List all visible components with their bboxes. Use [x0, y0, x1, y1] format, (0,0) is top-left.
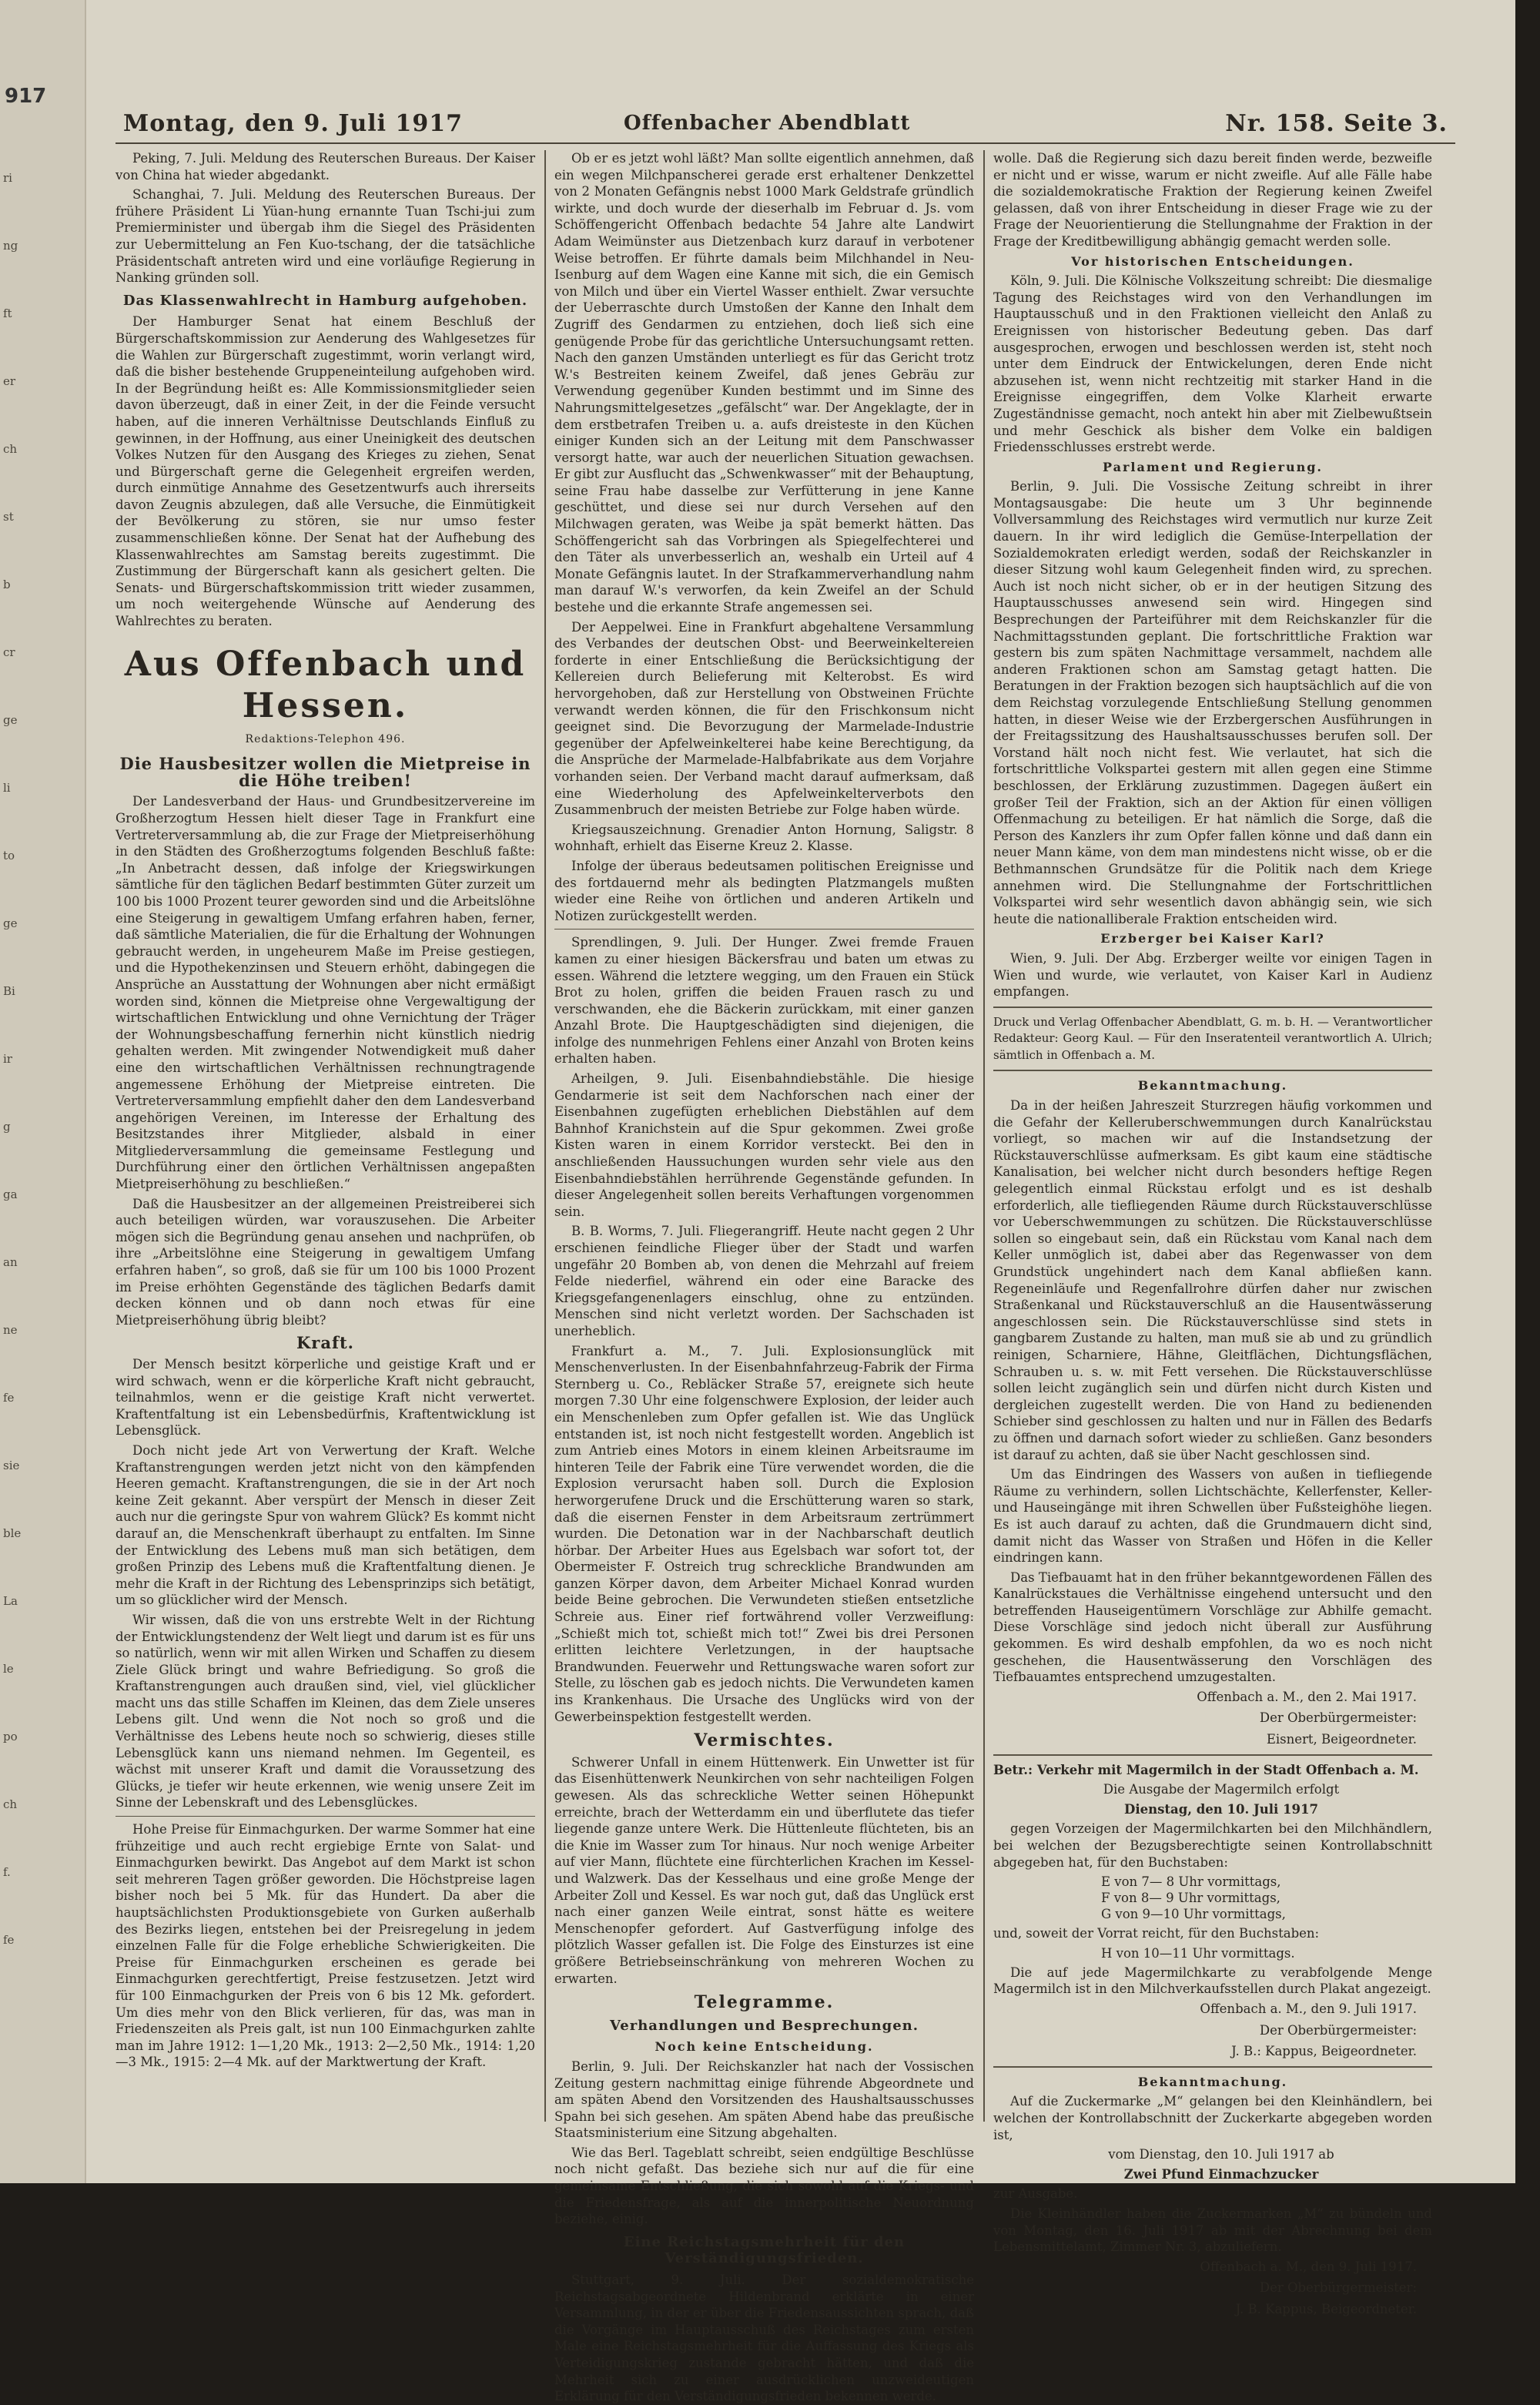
notice-magermilch-body: gegen Vorzeigen der Magermilchkarten bei den Milchhändlern, bei welchen der Bezugsberechtigte seinen Kontrollabschnitt abgegeben hat, für den Buchstaben: — [993, 1821, 1432, 1870]
headline-verhandlungen: Verhandlungen und Besprechungen. — [609, 2017, 919, 2034]
magermilch-schedule-2 — [1101, 1945, 1432, 1961]
page-header — [116, 104, 1455, 144]
adjacent-page-fragment: li — [3, 781, 11, 795]
article-frankfurt-explosion: Frankfurt a. M., 7. Juli. Explosionsunglück mit Menschenverlusten. In der Eisenbahnfahrzeug-Fabrik der Firma Sternberg u. Co., Rebläcker Straße 57, ereignete sich heute morgen 7.30 Uhr eine folgenschwere Explosion, der leider auch ein Menschenleben zum Opfer gefallen ist. Wie das Unglück entstanden ist, ist noch nicht festgestellt worden. Angeblich ist zum Antrieb eines Motors in einem kleinen Arbeitsraume im hinteren Teile der Fabrik eine Türe verwendet worden, die die Explosion verursacht haben soll. Durch die Explosion herworgerufene Druck und die Erschütterung waren so stark, daß die eisernen Fenster in dem Arbeitsraum zertrümmert wurden. Die Detonation war in der Nachbarschaft deutlich hörbar. Der Arbeiter Hues aus Egelsbach war sofort tot, der Obermeister F. Ostreich trug schreckliche Brandwunden am ganzen Körper davon, dem Arbeiter Michael Konrad wurden beide Beine gebrochen. Die Verwundeten stießen entsetzliche Schreie aus. Einer rief fortwährend voller Verzweiflung: „Schießt mich tot, schießt mich tot!“ Zwei bis drei Personen erlitten leichtere Verletzungen, in der hauptsache Brandwunden. Feuerwehr und Rettungswache waren sofort zur Stelle, zu löschen gab es jedoch nichts. Die Verwundeten kamen ins Krankenhaus. Die Ursache des Unglücks wird von der Gewerbeinspektion festgestellt werden. — [554, 1343, 974, 1724]
headline-vermischtes: Vermischtes. — [694, 1730, 835, 1751]
signature-name: J. B.: Kappus, Beigeordneter. — [1231, 2044, 1417, 2059]
adjacent-page-fragment: f. — [3, 1865, 11, 1879]
article-mietpreise-comment: Daß die Hausbesitzer an der allgemeinen Preistreiberei sich auch beteiligen würden, war vorauszusehen. Die Arbeiter mögen sich die Begründung genau ansehen und nachprüfen, ob ihre „Arbeitslöhne eine Steigerung in gewaltigem Umfang erfahren haben“, so groß, daß sie für um 100 bis 1000 Prozent im Preise erhöhten Gegenstände des täglichen Bedarfs damit decken können und ob dann noch etwas für eine Mietpreiserhöhung übrig bleibt? — [116, 1196, 535, 1328]
headline-kraft: Kraft. — [296, 1333, 354, 1353]
signature-name: Eisnert, Beigeordneter. — [1266, 1732, 1417, 1747]
article-peking: Peking, 7. Juli. Meldung des Reuterschen Bureaus. Der Kaiser von China hat wieder abgedankt. — [116, 151, 535, 183]
header-paper-name: Offenbacher Abendblatt — [624, 112, 911, 135]
signature-date: Offenbach a. M., den 9. Juli 1917. — [1200, 2259, 1417, 2274]
column-rule — [544, 150, 546, 2122]
divider — [993, 1070, 1432, 1071]
adjacent-page-fragment: st — [3, 510, 14, 524]
article-sprendlingen: Sprendlingen, 9. Juli. Der Hunger. Zwei fremde Frauen kamen zu einer hiesigen Bäckersfrau und baten um etwas zu essen. Während die letztere wegging, um den Frauen ein Stück Brot zu holen, griffen die beiden Frauen rasch zu und verschwanden, ehe die Bäckerin zurückkam, mit einer ganzen Anzahl Brote. Die Hauptgeschädigten sind diejenigen, die infolge des nunmehrigen Fehlens einer Anzahl von Broten keins erhalten haben. — [554, 935, 974, 1067]
article-kraft-3: Wir wissen, daß die von uns erstrebte Welt in der Richtung der Entwicklungstendenz der Welt liegt und darum ist es für uns so natürlich, wenn wir mit allen Wirken und Schaffen zu diesem Ziele Glück bringt und wahre Befriedigung. So groß die Kraftanstrengungen auch draußen sind, viel, viel glücklicher macht uns das stille Schaffen im Kleinen, das dem Ziele unseres Lebens gilt. Und wenn die Not noch so groß und die Verhältnisse des Lebens heute noch so schwierig, dieses stille Lebensglück kann uns niemand nehmen. Im Gegenteil, es wächst mit unserer Kraft und damit die Voraussetzung des Glücks, je tiefer wir heute erkennen, wie wenig unsere Zeit im Sinne der Lebenskraft und des Lebensglückes. — [116, 1612, 535, 1810]
adjacent-page-fragment: ge — [3, 713, 18, 727]
notice-zucker-2: Die Kleinhändler haben die Zuckermarken „M“ zu bündeln und von Montag, den 16. Juli 1917 ab mit der Abrechnung bei dem Lebensmittelamt, Zimmer Nr. 3, abzuliefern. — [993, 2206, 1432, 2255]
article-einmachgurken: Hohe Preise für Einmachgurken. Der warme Sommer hat eine frühzeitige und auch recht ergiebige Ernte von Salat- und Einmachgurken bewirkt. Das Angebot auf dem Markt ist schon seit mehreren Tagen größer geworden. Die Höchstpreise lagen bisher noch bei 5 Mk. für das Hundert. Da aber die hauptsächlichsten Produktionsgebiete von Gurken außerhalb des Bezirks liegen, entstehen bei der Preisregelung in jedem einzelnen Falle für die Folge erhebliche Schwierigkeiten. Die Preise für Einmachgurken erscheinen es gerade bei Einmachgurken gerechtfertigt, Preise festzusetzen. Jetzt wird für 100 Einmachgurken der Preis von 6 bis 12 Mk. gefordert. Um dies mehr von den Blick verlieren, für das, was man in Friedenszeiten als Preis galt, ist nun 100 Einmachgurken zahlte man im Jahre 1912: 1—1,20 Mk., 1913: 2—2,50 Mk., 1914: 1,20—3 Mk., 1915: 2—4 Mk. auf der Marktwertung der Kraft. — [116, 1822, 535, 2070]
adjacent-page-fragment: le — [3, 1662, 14, 1676]
headline-bekanntmachung-1: Bekanntmachung. — [1137, 1078, 1288, 1094]
article-kraft-1: Der Mensch besitzt körperliche und geistige Kraft und er wird schwach, wenn er die körperliche Kraft nicht gebraucht, teilnahmlos, wenn er die geistige Kraft nicht verwertet. Kraftentfaltung ist ein Lebensbedürfnis, Kraftentwicklung ist Lebensglück. — [116, 1357, 535, 1439]
adjacent-page-number: 917 — [5, 85, 47, 108]
adjacent-page-strip — [0, 0, 86, 2183]
headline-mietpreise: Die Hausbesitzer wollen die Mietpreise in die Höhe treiben! — [119, 754, 531, 790]
notice-kanalrueckstau-2: Um das Eindringen des Wassers von außen in tiefliegende Räume zu verhindern, sollen Lichtschächte, Kellerfenster, Keller- und Hauseingänge mit ihren Schwellen über Fußsteighöhe liegen. Es ist auch darauf zu achten, daß die Grundmauern dicht sind, damit nicht das Wasser von Straßen und Höfen in die Keller eindringen kann. — [993, 1467, 1432, 1566]
section-title: Aus Offenbach und Hessen. — [124, 644, 527, 725]
adjacent-page-fragment: fe — [3, 1391, 15, 1405]
article-arheilgen: Arheilgen, 9. Juli. Eisenbahndiebstähle. Die hiesige Gendarmerie ist seit dem Nachforschen nach einer der Eisenbahnen zugefügten erheblichen Diebstählen auf dem Bahnhof Kranichstein auf die Spur gekommen. Zwei große Kisten waren in einem Korridor versteckt. Bei den in anschließenden Haussuchungen wurden sehr viele aus den Eisenbahndiebstählen herrührende Gegenstände gefunden. In dieser Angelegenheit sollen bereits Verhaftungen vorgenommen sein. — [554, 1071, 974, 1219]
adjacent-page-fragment: b — [3, 578, 11, 591]
signature-name: J. B. Kappus, Beigeordneter. — [1235, 2301, 1417, 2316]
adjacent-page-fragment: ft — [3, 306, 12, 320]
divider — [116, 1816, 535, 1817]
notice-magermilch-intro: Die Ausgabe der Magermilch erfolgt — [1103, 1782, 1340, 1797]
notice-magermilch-subject: Betr.: Verkehr mit Magermilch in der Stadt Offenbach a. M. — [993, 1762, 1419, 1777]
adjacent-page-fragment: Bi — [3, 984, 15, 998]
article-tageblatt: Wie das Berl. Tageblatt schreibt, seien endgültige Beschlüsse noch nicht gefaßt. Das beziehe sich nur auf die für eine gemeinsame Entschließung, die sich sowohl auf die Kriegs- und die Friedensfrage, als auf die innerpolitische Neuordnung beziehe, einig. — [554, 2145, 974, 2227]
adjacent-page-fragment: sie — [3, 1459, 20, 1472]
signature-date: Offenbach a. M., den 2. Mai 1917. — [1197, 1689, 1417, 1704]
schedule-row: E von 7— 8 Uhr vormittags, — [1101, 1874, 1281, 1890]
editorial-notice: Infolge der überaus bedeutsamen politischen Ereignisse und des fortdauernd mehr als bedingten Platzmangels mußten wieder eine Reihe von örtlichen und anderen Artikeln und Notizen zurückgestellt werden. — [554, 858, 974, 923]
divider — [993, 2066, 1432, 2068]
article-kriegsauszeichnung: Kriegsauszeichnung. Grenadier Anton Hornung, Saligstr. 8 wohnhaft, erhielt das Eiserne Kreuz 2. Klasse. — [554, 822, 974, 854]
divider — [993, 1754, 1432, 1756]
notice-magermilch-menge: Die auf jede Magermilchkarte zu verabfolgende Menge Magermilch ist in den Milchverkaufsstellen durch Plakat angezeigt. — [993, 1965, 1432, 1997]
article-schanghai: Schanghai, 7. Juli. Meldung des Reuterschen Bureaus. Der frühere Präsident Li Yüan-hung ernannte Tuan Tschi-jui zum Premierminister und übergab ihm die Siegel des Präsidenten zur Uebermittelung an Fen Kuo-tschang, der die tatsächliche Präsidentschaft antreten wird und eine vorläufige Regierung in Nanking gründen soll. — [116, 187, 535, 286]
headline-historische-entscheidungen: Vor historischen Entscheidungen. — [1071, 253, 1354, 269]
imprint: Druck und Verlag Offenbacher Abendblatt, G. m. b. H. — Verantwortlicher Redakteur: Georg Kaul. — Für den Inseratenteil verantwortlich A. Ulrich; sämtlich in Offenbach a. M. — [993, 1014, 1432, 1062]
notice-zucker-date: vom Dienstag, den 10. Juli 1917 ab — [1108, 2147, 1334, 2162]
adjacent-page-fragment: ble — [3, 1526, 22, 1540]
column-3 — [993, 150, 1432, 2316]
editorial-phone: Redaktions-Telephon 496. — [245, 732, 406, 745]
notice-zucker-1: Auf die Zuckermarke „M“ gelangen bei den Kleinhändlern, bei welchen der Kontrollabschnitt der Zuckerkarte abgegeben worden ist, — [993, 2094, 1432, 2142]
signature-title: Der Oberbürgermeister: — [1259, 2280, 1417, 2296]
adjacent-page-fragment: ch — [3, 1797, 18, 1811]
adjacent-page-fragment: ga — [3, 1187, 18, 1201]
notice-magermilch-date: Dienstag, den 10. Juli 1917 — [1124, 1801, 1318, 1817]
adjacent-page-fragment: ge — [3, 916, 18, 930]
article-mietpreise: Der Landesverband der Haus- und Grundbesitzervereine im Großherzogtum Hessen hielt dieser Tage in Frankfurt eine Vertreterversammlung ab, die zur Frage der Mietpreiserhöhung in den Städten des Großherzogtums folgenden Beschluß faßte: „In Anbetracht dessen, daß infolge der Kriegswirkungen sämtliche für den täglichen Bedarf bestimmten Güter zurzeit um 100 bis 1000 Prozent teurer geworden sind und die Arbeitslöhne eine Steigerung in gewaltigem Umfang erfahren haben, ferner, daß sämtliche Materialien, die für die Erhaltung der Wohnungen gebraucht werden, in ungeheurem Maße im Preise gestiegen, und die Hypothekenzinsen und Steuern erhöht, dabingegen die Ansprüche an Ausstattung der Wohnungen aber nicht ermäßigt worden sind, können die Mietpreise ohne Vergewaltigung der wirtschaftlichen Entwicklung und ohne Vernichtung der Träger der Wohnungsbeschaffung fernerhin nicht künstlich niedrig gehalten werden. Mit zwingender Notwendigkeit muß daher eine den wirtschaftlichen Verhältnissen rechnungtragende angemessene Erhöhung der Mietpreise eintreten. Die Vertreterversammlung empfiehlt daher den dem Landesverband angehörigen Vereinen, im Interesse der Erhaltung des Besitzstandes ihrer Mitglieder, alsbald in einer Mitgliederversammlung die gemeinsame Festlegung und Durchführung einer den örtlichen Verhältnissen angepaßten Mietpreiserhöhung zu beschließen.“ — [116, 794, 535, 1192]
header-issue: Nr. 158. Seite 3. — [1225, 110, 1448, 137]
notice-magermilch-vorrat: und, soweit der Vorrat reicht, für den Buchstaben: — [993, 1926, 1320, 1941]
magermilch-schedule — [1101, 1874, 1432, 1922]
notice-kanalrueckstau-1: Da in der heißen Jahreszeit Sturzregen häufig vorkommen und die Gefahr der Kelleruberschwemmungen durch Kanalrückstau vorliegt, so machen wir auf die Instandsetzung der Rückstauverschlüsse aufmerksam. Es gibt kaum eine städtische Kanalisation, bei welcher nicht durch besonders heftige Regen gelegentlich einmal Rückstau erfolgt und es ist deshalb erforderlich, alle tiefliegenden Räume durch Rückstauverschlüsse vor Ueberschwemmungen zu schützen. Die Rückstauverschlüsse sollen so eingebaut sein, daß ein Rückstau vom Kanal nach dem Keller unmöglich ist, dabei aber das Regenwasser von dem Grundstück ungehindert nach dem Kanal abfließen kann. Regeneinläufe und Regenfallrohre dürfen daher nur zwischen Straßenkanal und Rückstauverschluß an die Hausentwässerung angeschlossen sein. Die Rückstauverschlüsse sind stets in gangbarem Zustande zu halten, man muß sie ab und zu gründlich reinigen, Scharniere, Hähne, Gleitflächen, Dichtungsflächen, Schrauben u. s. w. mit Fett versehen. Die Rückstauverschlüsse sollen leicht zugänglich sein und dürfen nicht durch Kisten und dergleichen zugestellt werden. Die von Hand zu bedienenden Schieber sind geschlossen zu halten und nur in Fällen des Bedarfs zu öffnen und darnach sofort wieder zu schließen. Ganz besonders ist darauf zu achten, daß sie über Nacht geschlossen sind. — [993, 1098, 1432, 1462]
schedule-row: F von 8— 9 Uhr vormittags, — [1101, 1891, 1281, 1906]
article-continuation: wolle. Daß die Regierung sich dazu bereit finden werde, bezweifle er nicht und er wisse, warum er nicht zweifle. Auf alle Fälle habe die sozialdemokratische Fraktion der Regierung keinen Zweifel gelassen, daß von ihrer Entscheidung in dieser Frage wie zu der Frage der Neuorientierung die Stellungnahme der Fraktion in der Frage der Kreditbewilligung abhängig gemacht werden solle. — [993, 151, 1432, 249]
signature-date: Offenbach a. M., den 9. Juli 1917. — [1200, 2001, 1417, 2016]
signature-title: Der Oberbürgermeister: — [1259, 1710, 1417, 1726]
headline-bekanntmachung-2: Bekanntmachung. — [1137, 2074, 1288, 2089]
adjacent-page-fragment: ng — [3, 239, 18, 253]
headline-reichstagsmehrheit: Eine Reichstagsmehrheit für den Verständigungsfrieden. — [623, 2233, 906, 2267]
adjacent-page-fragment: cr — [3, 645, 15, 659]
adjacent-page-fragment: po — [3, 1730, 18, 1743]
adjacent-page-fragment: ri — [3, 171, 12, 185]
headline-wahlrecht: Das Klassenwahlrecht in Hamburg aufgehoben. — [122, 292, 528, 309]
article-berlin-reichskanzler: Berlin, 9. Juli. Der Reichskanzler hat nach der Vossischen Zeitung gestern nachmittag einige führende Abgeordnete und am späten Abend den Vorsitzenden des Haushaltsausschusses Spahn bei sich gesehen. Am späten Abend habe das preußische Staatsministerium eine Sitzung abgehalten. — [554, 2058, 974, 2141]
headline-parlament: Parlament und Regierung. — [1103, 459, 1323, 474]
notice-zucker-ausgabe: zur Ausgabe. — [993, 2186, 1078, 2202]
article-worms: B. B. Worms, 7. Juli. Fliegerangriff. Heute nacht gegen 2 Uhr erschienen feindliche Flieger über der Stadt und warfen ungefähr 20 Bomben ab, von denen die Mehrzahl auf freiem Felde niederfiel, während ein oder eine Baracke des Kriegsgefangenenlagers einschlug, ohne zu entzünden. Menschen sind nicht verletzt worden. Der Sachschaden ist unerheblich. — [554, 1224, 974, 1338]
column-2 — [554, 150, 974, 2404]
adjacent-page-fragment: La — [3, 1594, 18, 1608]
headline-telegramme: Telegramme. — [694, 1992, 835, 2013]
signature-title: Der Oberbürgermeister: — [1259, 2022, 1417, 2038]
column-rule — [983, 150, 985, 2122]
subheadline-keine-entscheidung: Noch keine Entscheidung. — [654, 2039, 874, 2055]
adjacent-page-fragment: er — [3, 374, 16, 388]
article-milchpanscherei: Ob er es jetzt wohl läßt? Man sollte eigentlich annehmen, daß ein wegen Milchpanscherei gerade erst erhaltener Denkzettel von 2 Monaten Gefängnis nebst 1000 Mark Geldstrafe gründlich wirkte, und doch wurde der dieserhalb im Februar d. Js. vom Schöffengericht Offenbach bedachte 54 Jahre alte Landwirt Adam Weimünster aus Dietzenbach kurz darauf in verbotener Weise betroffen. Er führte damals beim Milchhandel in Neu-Isenburg auf dem Wagen eine Kanne mit sich, die ein Gemisch von Milch und über ein Viertel Wasser enthielt. Zwar versuchte der Ueberraschte durch Umstoßen der Kanne den Inhalt dem Zugriff des Gendarmen zu entziehen, doch ließ sich eine genügende Probe für das gerichtliche Untersuchungsamt retten. Nach den ganzen Umständen unterliegt es für das Gericht trotz W.'s Bestreiten keinem Zweifel, daß jenes Gebräu zur Verwendung gegenüber Kunden bestimmt und im Sinne des Nahrungsmittelgesetzes „gefälscht“ war. Der Angeklagte, der in dem erstbetrafen Treiben u. a. aufs dreisteste in den Küchen einiger Kunden sich an der Leitung mit dem Panschwasser versorgt hatte, war auch der neuerlichen Situation gewachsen. Er gibt zur Ausflucht das „Schwenkwasser“ mit der Behauptung, seine Frau habe dasselbe zur Verfütterung in jene Kanne geschüttet, und diese sei nur durch Versehen auf den Milchwagen geraten, was Weibe ja spät bemerkt hätten. Das Schöffengericht sah das Vorbringen als Spiegelfechterei und den Täter als unverbesserlich an, weshalb ein Urteil auf 4 Monate Gefängnis lautet. In der Strafkammerverhandlung nahm man darauf W.'s verworfen, da kein Zweifel an der Schuld bestehe und die erkannte Strafe angemessen sei. — [554, 151, 974, 615]
schedule-row: H von 10—11 Uhr vormittags. — [1101, 1945, 1295, 1961]
divider — [993, 1007, 1432, 1008]
article-kraft-2: Doch nicht jede Art von Verwertung der Kraft. Welche Kraftanstrengungen werden jetzt nicht von den kämpfenden Heeren gemacht. Kraftanstrengungen, die sie in der Art noch keine Zeit gekannt. Aber verspürt der Mensch in dieser Zeit auch nur die geringste Spur von wahrem Glück? Es kommt nicht darauf an, die Menschenkraft überhaupt zu entfalten. Im Sinne der Entwicklung des Lebens muß man sich betätigen, dem großen Prinzip des Lebens muß die Kraftentfaltung dienen. Je mehr die Kraft in der Richtung des Lebensprinzips sich betätigt, um so glücklicher wird der Mensch. — [116, 1442, 535, 1608]
adjacent-page-fragment: ne — [3, 1323, 18, 1337]
adjacent-page-fragment: an — [3, 1255, 18, 1269]
article-berlin-vossische: Berlin, 9. Juli. Die Vossische Zeitung schreibt in ihrer Montagsausgabe: Die heute um 3 Uhr beginnende Vollversammlung des Reichstages wird vermutlich nur kurze Zeit dauern. In ihr wird lediglich die Gemüse-Interpellation der Sozialdemokraten erledigt werden, sodaß der Reichskanzler in dieser Sitzung wohl kaum Gelegenheit finden wird, zu sprechen. Auch ist noch nicht sicher, ob er in der heutigen Sitzung des Hauptausschusses anwesend sein wird. Hingegen sind Besprechungen der Parteiführer mit dem Reichskanzler für die Nachmittagsstunden geplant. Die fortschrittliche Fraktion war gestern bis zum späten Nachmittage versammelt, nachdem alle anderen Fraktionen schon am Samstag getagt hatten. Die Beratungen in der Fraktion bezogen sich hauptsächlich auf die von dem Reichstag vorzulegende Entschließung Stellung genommen hatten, in dieser Weise wie der Erzbergerschen Ausführungen in der Freitagssitzung des Haushaltsausschusses berufen soll. Der Vorstand hält noch nicht fest. Wie verlautet, hat sich die fortschrittliche Volkspartei gestern mit allen gegen eine Stimme beschlossen, der Erklärung zuzustimmen. Dagegen äußert ein großer Teil der Fraktion, sich an der Aktion für einen völligen Offenmachung zu beteiligen. Er hat nämlich die Sorge, daß die Person des Kanzlers ihr zum Opfer fallen könne und daß dann ein neuer Mann käme, von dem man mindestens nicht wisse, ob er die Bethmannschen Grundsätze für die Politik nach dem Kriege annehmen wird. Die Stellungnahme der Fortschrittlichen Volkspartei wird sehr wesentlich davon abhängig sein, wie sich heute die nationalliberale Fraktion entscheiden wird. — [993, 479, 1432, 926]
column-1 — [116, 150, 535, 2129]
article-koeln: Köln, 9. Juli. Die Kölnische Volkszeitung schreibt: Die diesmalige Tagung des Reichstages wird von den Verhandlungen im Hauptausschuß und in den Fraktionen vielleicht den Anlaß zu Ereignissen von historischer Bedeutung geben. Das darf ausgesprochen, erwogen und beschlossen werden ist, steht noch unter dem Eindruck der Entwickelungen, deren Ende nicht abzusehen ist, wenn nicht rechtzeitig mit starker Hand in die Ereignisse eingegriffen, dem Volke Klarheit erwarte Zugeständnisse gemacht, noch antekt hin aber mit Zielbewußtsein und mehr Geschick als bisher dem Volke ein baldigen Friedensschlusses erstrebt werde. — [993, 273, 1432, 455]
article-aeppelwei: Der Aeppelwei. Eine in Frankfurt abgehaltene Versammlung des Verbandes der deutschen Obst- und Beerweinkeltereien forderte in einer Entschließung die Berücksichtigung der Kellereien durch Belieferung mit Kelterobst. Es wird hervorgehoben, daß zur Herstellung von Obstweinen Früchte verwandt werden können, die für den Frischkonsum nicht geeignet sind. Die Bevorzugung der Marmelade-Industrie gegenüber der Apfelweinkelterei habe keine Berechtigung, da die Ansprüche der Marmelade-Halbfabrikate aus dem Vorjahre vorhanden seien. Der Verband macht darauf aufmerksam, daß eine Wiederholung des Apfelweinkelterverbots den Zusammenbruch der meisten Betriebe zur Folge haben würde. — [554, 619, 974, 818]
article-huettenwerk: Schwerer Unfall in einem Hüttenwerk. Ein Unwetter ist für das Eisenhüttenwerk Neunkirchen von sehr nachteiligen Folgen gewesen. Als das schreckliche Wetter seinen Höhepunkt erreichte, brach der Wetterdamm ein und überflutete das tiefer liegende ganze untere Werk. Die Hüttenleute flüchteten, bis an die Knie im Wasser zum Tor hinaus. Nur noch wenige Arbeiter auf vier Mann, flüchtete eine fürchterlichen Krachen im Kessel- und Walzwerk. Das der Kesselhaus und eine große Menge der Arbeiter Zoll und Kessel. Es war noch gut, daß das Unglück erst nach einer ganzen Weile eintrat, sonst hätte es weitere Menschenopfer gefordert. Auf Gastverfügung infolge des plötzlich Wasser gefallen ist. Die Folge des Einsturzes ist eine größere Betriebseinschränkung von mehreren Wochen zu erwarten. — [554, 1754, 974, 1986]
adjacent-page-fragment: to — [3, 849, 15, 863]
notice-kanalrueckstau-3: Das Tiefbauamt hat in den früher bekanntgewordenen Fällen des Kanalrückstaues die Verhältnisse eingehend untersucht und den betreffenden Hauseigentümern Vorschläge zur Abhilfe gemacht. Diese Vorschläge sind jedoch nicht überall zur Ausführung gekommen. Es wird deshalb empfohlen, da wo es noch nicht geschehen, die Hausentwässerung den Vorschlägen des Tiefbauamtes entsprechend umzugestalten. — [993, 1569, 1432, 1685]
headline-erzberger: Erzberger bei Kaiser Karl? — [1100, 931, 1325, 946]
schedule-row: G von 9—10 Uhr vormittags, — [1101, 1907, 1286, 1922]
article-wahlrecht: Der Hamburger Senat hat einem Beschluß der Bürgerschaftskommission zur Aenderung des Wahlgesetzes für die Wahlen zur Bürgerschaft zugestimmt, worin verlangt wird, daß die bisher bestehende Gruppeneinteilung aufgehoben wird. In der Begründung heißt es: Alle Kommissionsmitglieder seien davon überzeugt, daß in einer Zeit, in der die Feinde versucht haben, auf die inneren Verhältnisse Deutschlands Einfluß zu gewinnen, in der Hoffnung, aus einer Uneinigkeit des deutschen Volkes Nutzen für den Ausgang des Krieges zu ziehen, Senat und Bürgerschaft gerne die Gelegenheit ergreifen werden, durch einmütige Annahme des Gesetzentwurfs auch ihrerseits davon Zeugnis abzulegen, daß alle Versuche, die Einmütigkeit der Bevölkerung zu stören, sie nur umso fester zusammenschließen könne. Der Senat hat der Aufhebung des Klassenwahlrechtes am Samstag bereits zugestimmt. Die Zustimmung der Bürgerschaft kann als gesichert gelten. Die Senats- und Bürgerschaftskommission tritt wieder zusammen, um noch weitergehende Wünsche auf Aenderung des Wahlrechtes zu beraten. — [116, 314, 535, 629]
article-stuttgart: Stuttgart, 9. Juli. Der sozialdemokratische Reichstagsabgeordnete Hildenbrand erklärte in einer Versammlung, in der er über die Friedensaussichten sprach, daß die Vorgänge im Hauptausschuß des Reichstages zum ersten Male eine Reichstagsmehrheit für die Auffassung des Kriegs als Verteidigungskrieg zustande gebracht hätten, und daß die Mehrheit sich zu einer ausdrücklichen unzweideutigen Erklärung für den Verständigungsfrieden bekennen werde. — [554, 2273, 974, 2404]
header-date: Montag, den 9. Juli 1917 — [123, 110, 464, 137]
adjacent-page-fragment: ch — [3, 442, 18, 456]
adjacent-page-fragment: g — [3, 1120, 11, 1134]
notice-zucker-amount: Zwei Pfund Einmachzucker — [1123, 2166, 1319, 2182]
adjacent-page-fragment: fe — [3, 1933, 15, 1947]
adjacent-page-fragment: ir — [3, 1052, 12, 1066]
article-wien: Wien, 9. Juli. Der Abg. Erzberger weilte vor einigen Tagen in Wien und wurde, wie verlautet, von Kaiser Karl in Audienz empfangen. — [993, 950, 1432, 1000]
divider — [554, 929, 974, 930]
